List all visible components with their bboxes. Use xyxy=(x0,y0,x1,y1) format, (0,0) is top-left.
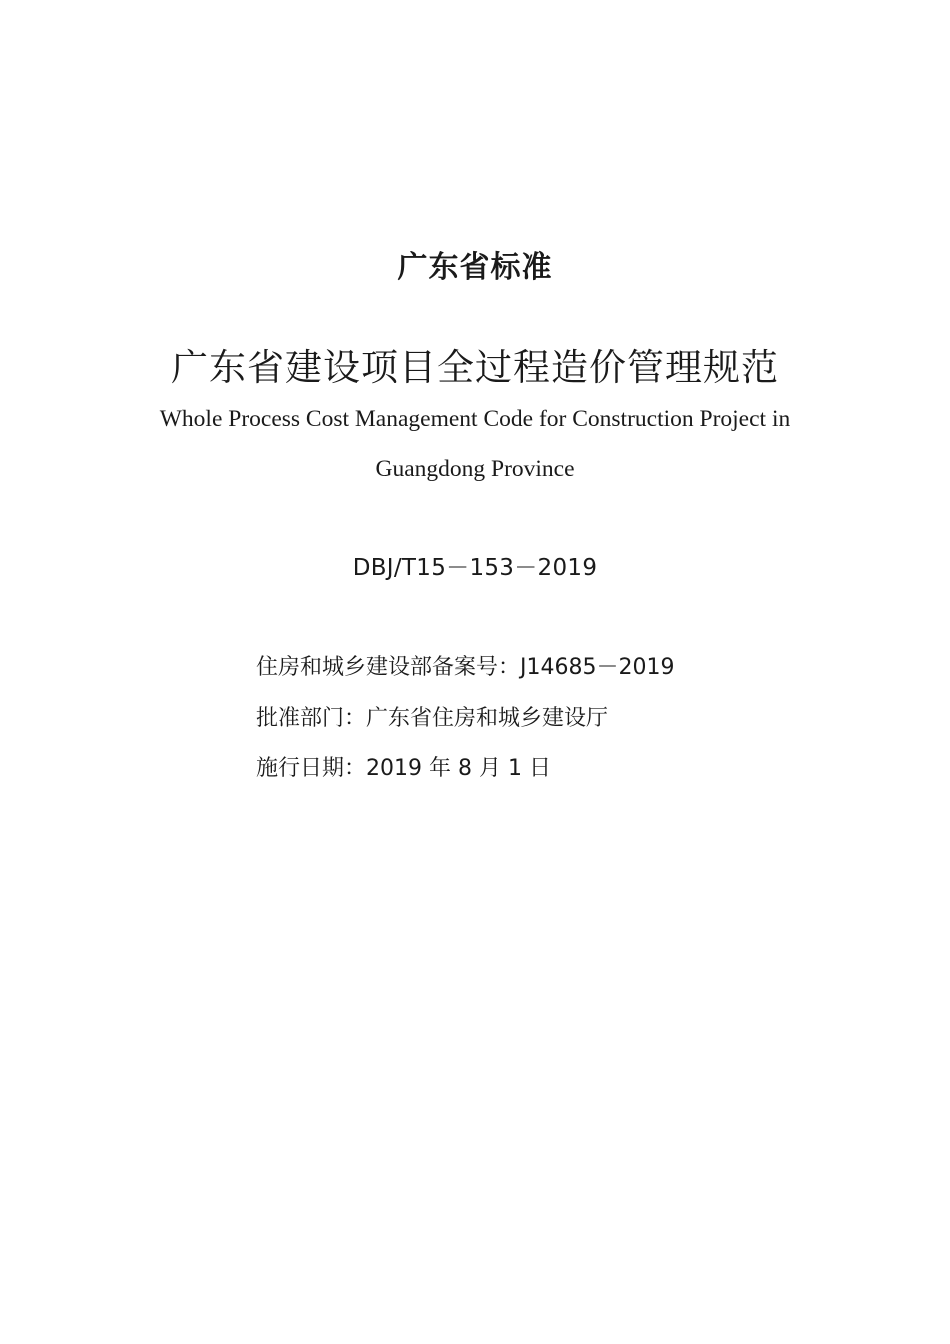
title-english-line-2: Guangdong Province xyxy=(375,456,575,482)
record-number: 住房和城乡建设部备案号：J14685－2019 xyxy=(256,655,675,680)
approving-authority: 批准部门：广东省住房和城乡建设厅 xyxy=(256,706,609,731)
effective-date: 施行日期：2019 年 8 月 1 日 xyxy=(256,756,551,781)
standard-label: 广东省标准 xyxy=(397,250,553,285)
standard-code: DBJ/T15－153－2019 xyxy=(352,555,598,581)
title-chinese: 广东省建设项目全过程造价管理规范 xyxy=(171,346,779,389)
title-english-line-1: Whole Process Cost Management Code for Construction Project in xyxy=(159,406,791,432)
